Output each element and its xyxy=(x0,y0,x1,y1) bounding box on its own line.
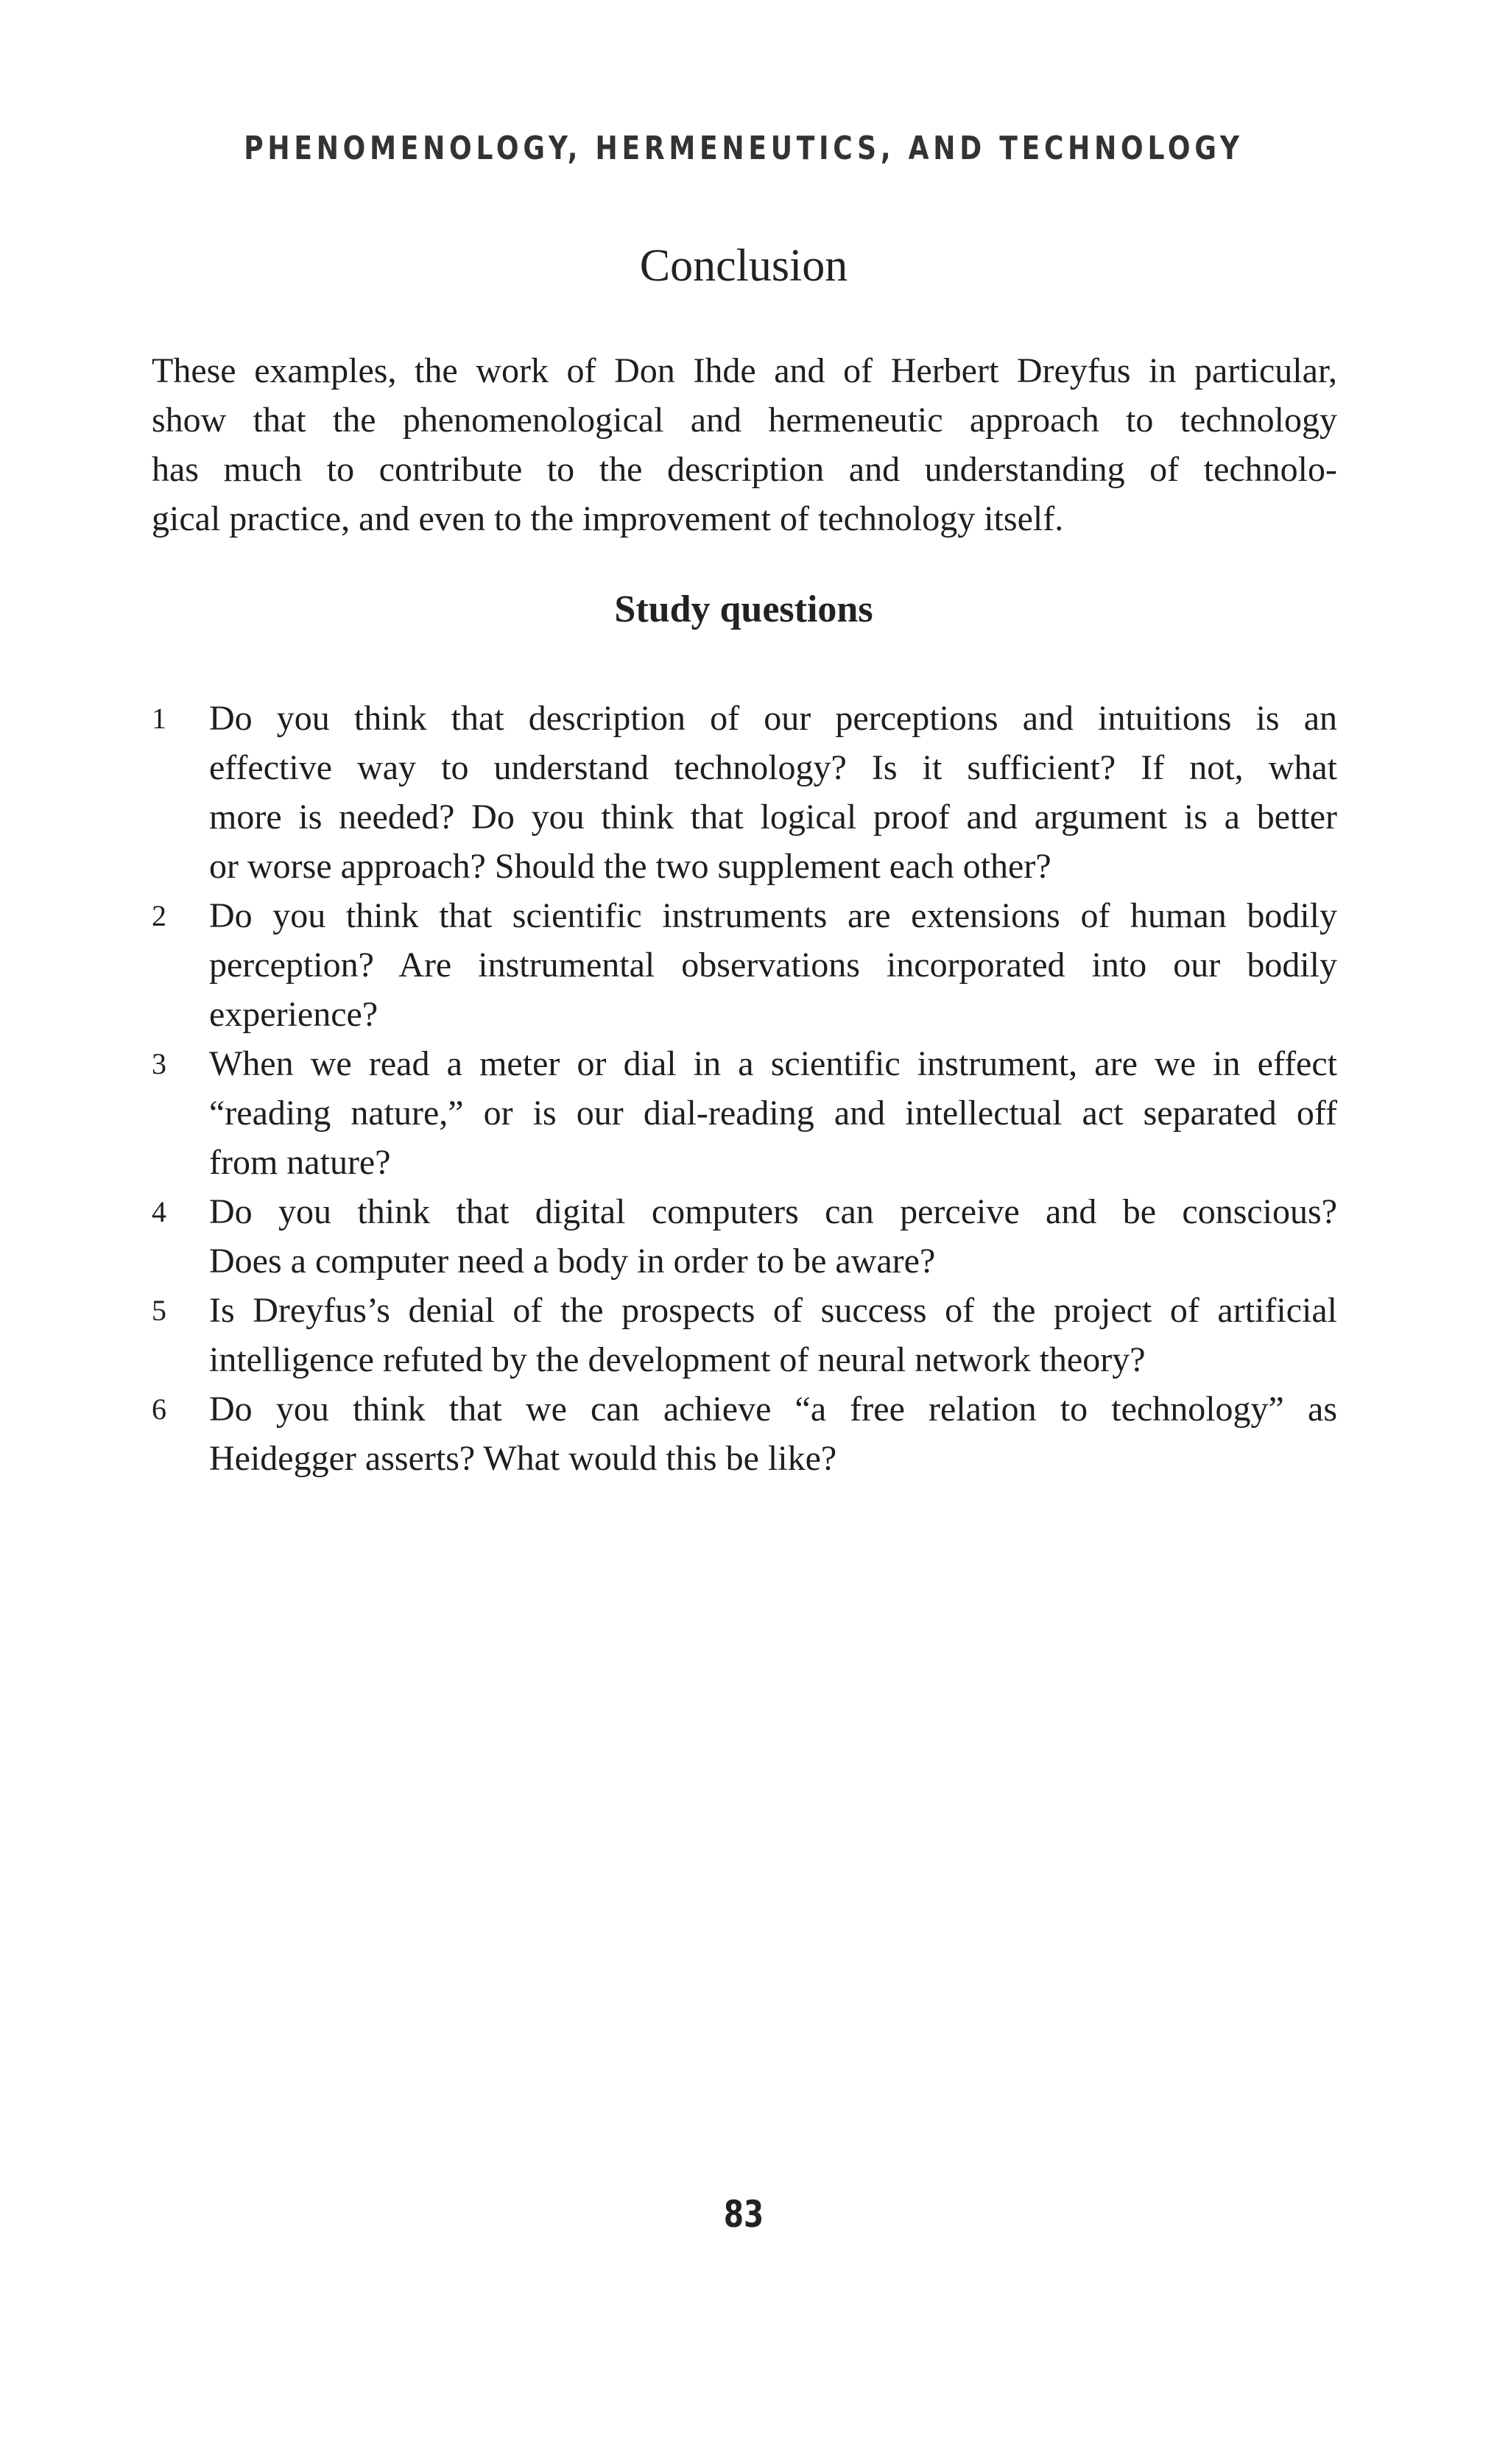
question-line: When we read a meter or dial in a scientific instrument, are we in effect xyxy=(209,1044,1337,1083)
question-line: perception? Are instrumental observations incorporated into our bodily xyxy=(209,946,1337,985)
question-line: effective way to understand technology? Is it sufficient? If not, what xyxy=(209,748,1337,787)
question-number: 5 xyxy=(152,1294,166,1327)
conclusion-paragraph xyxy=(152,346,1337,543)
paragraph-line: gical practice, and even to the improvement of technology itself. xyxy=(152,499,1064,538)
question-line: Does a computer need a body in order to be aware? xyxy=(209,1242,936,1281)
question-line: Is Dreyfus’s denial of the prospects of success of the project of artificial xyxy=(209,1291,1337,1330)
question-line: “reading nature,” or is our dial-reading and intellectual act separated off xyxy=(209,1094,1337,1133)
question-line: more is needed? Do you think that logical proof and argument is a better xyxy=(209,798,1337,837)
question-line: Do you think that description of our perceptions and intuitions is an xyxy=(209,699,1337,738)
question-item xyxy=(152,694,1337,891)
question-number: 1 xyxy=(152,702,166,735)
question-item xyxy=(152,1286,1337,1384)
study-questions-heading: Study questions xyxy=(614,588,873,630)
question-line: Do you think that we can achieve “a free relation to technology” as xyxy=(209,1390,1337,1429)
page-number: 83 xyxy=(723,2193,764,2236)
question-line: Do you think that digital computers can perceive and be conscious? xyxy=(209,1192,1337,1231)
paragraph-line: show that the phenomenological and hermeneutic approach to technology xyxy=(152,401,1337,440)
section-title: Conclusion xyxy=(639,241,848,291)
question-line: or worse approach? Should the two supplement each other? xyxy=(209,847,1051,886)
question-item xyxy=(152,1039,1337,1187)
paragraph-line: has much to contribute to the description and understanding of technolo- xyxy=(152,450,1337,489)
question-item xyxy=(152,1187,1337,1286)
question-item xyxy=(152,1384,1337,1483)
question-number: 6 xyxy=(152,1393,166,1426)
question-line: Heidegger asserts? What would this be like? xyxy=(209,1439,837,1478)
study-questions-list xyxy=(152,694,1337,1483)
question-line: intelligence refuted by the development of neural network theory? xyxy=(209,1340,1146,1379)
question-number: 2 xyxy=(152,899,166,932)
question-line: experience? xyxy=(209,995,378,1034)
question-number: 4 xyxy=(152,1195,166,1228)
question-item xyxy=(152,891,1337,1039)
paragraph-line: These examples, the work of Don Ihde and of Herbert Dreyfus in particular, xyxy=(152,351,1337,390)
running-head: PHENOMENOLOGY, HERMENEUTICS, AND TECHNOLOGY xyxy=(244,130,1244,167)
question-number: 3 xyxy=(152,1047,166,1080)
question-line: Do you think that scientific instruments are extensions of human bodily xyxy=(209,896,1337,935)
question-line: from nature? xyxy=(209,1143,391,1182)
